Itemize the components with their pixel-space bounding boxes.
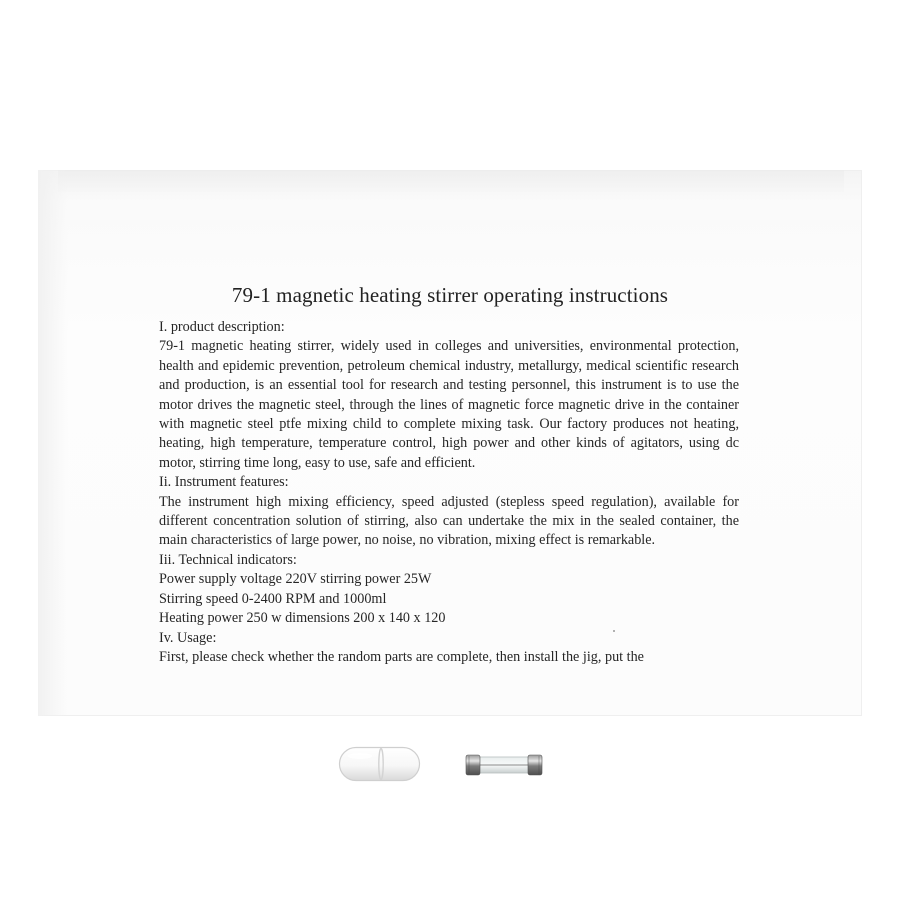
spec-line: Power supply voltage 220V stirring power 25W [159, 571, 432, 588]
section-paragraph: The instrument high mixing efficiency, speed adjusted (stepless speed regulation), available for different concentration solution of stirring, also can undertake the mix in the sealed container, the main characteristics of large power, no noise, no vibration, mixing effect is remarkable. [159, 493, 739, 549]
spec-line: Heating power 250 w dimensions 200 x 140 x 120 [159, 610, 446, 627]
fuse-icon [464, 753, 544, 777]
section-heading: Iv. Usage: [159, 629, 217, 646]
stir-bar-icon [338, 746, 421, 782]
section-paragraph: 79-1 magnetic heating stirrer, widely used in colleges and universities, environmental protection, health and epidemic prevention, petroleum chemical industry, metallurgy, medical scientific research and production, is an essential tool for research and testing personnel, this instrument is to use the motor drives the magnetic steel, through the lines of magnetic force magnetic drive in the container with magnetic steel ptfe mixing child to complete mixing task. Our factory produces not heating, heating, high temperature, temperature control, high power and other kinds of agitators, using dc motor, stirring time long, easy to use, safe and efficient. [159, 338, 739, 471]
section-heading: Iii. Technical indicators: [159, 551, 297, 568]
document-title: 79-1 magnetic heating stirrer operating instructions [231, 283, 669, 307]
section-paragraph: First, please check whether the random parts are complete, then install the jig, put the [159, 648, 644, 665]
paper-speck [613, 630, 615, 632]
document-body [159, 318, 739, 667]
section-heading: I. product description: [159, 319, 285, 335]
section-heading: Ii. Instrument features: [159, 474, 289, 491]
spec-line: Stirring speed 0-2400 RPM and 1000ml [159, 590, 387, 607]
instruction-sheet [38, 170, 862, 716]
